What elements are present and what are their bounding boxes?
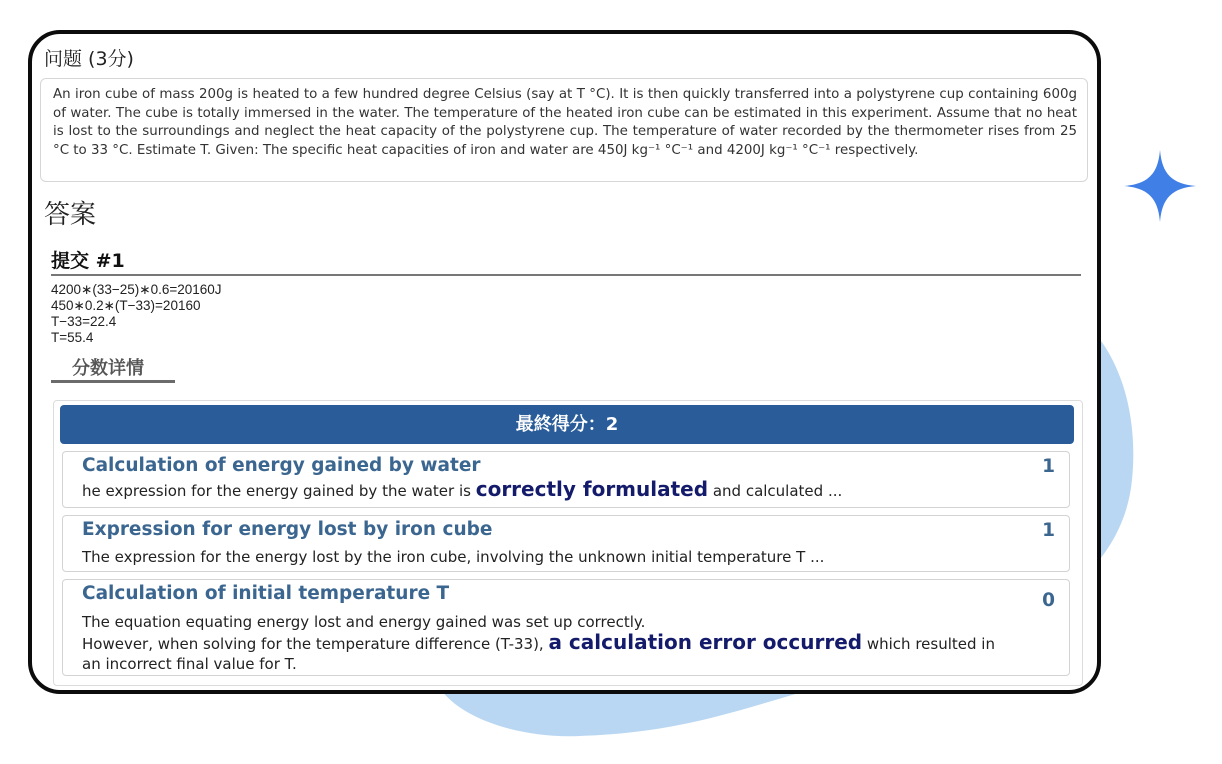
work-line: 450∗0.2∗(T−33)=20160 <box>51 298 201 313</box>
criterion-score: 0 <box>1042 590 1055 611</box>
criterion-body: The expression for the energy lost by the iron cube, involving the unknown initial temperature T ... <box>82 548 825 566</box>
criterion-body-text: an incorrect final value for T. <box>82 655 297 673</box>
submission-divider <box>51 274 1081 276</box>
work-line: T=55.4 <box>51 330 94 345</box>
criterion-highlight: a calculation error occurred <box>548 630 863 654</box>
criterion-body <box>82 479 842 501</box>
work-line: 4200∗(33−25)∗0.6=20160J <box>51 282 222 297</box>
answer-heading: 答案 <box>44 200 97 230</box>
criterion-body <box>82 612 995 674</box>
score-details-panel <box>53 400 1083 686</box>
tab-active-indicator <box>51 380 175 383</box>
submission-title: 提交 #1 <box>51 250 125 272</box>
criterion-title: Calculation of initial temperature T <box>82 583 450 604</box>
criterion-title: Calculation of energy gained by water <box>82 455 481 476</box>
criterion-body-text: However, when solving for the temperature difference (T-33), <box>82 635 549 653</box>
criterion-card <box>62 515 1070 572</box>
work-line: T−33=22.4 <box>51 314 117 329</box>
criterion-highlight: correctly formulated <box>475 477 709 501</box>
criterion-body-text: he expression for the energy gained by the water is <box>82 482 476 500</box>
criterion-body-text: which resulted in <box>862 635 995 653</box>
criterion-card <box>62 451 1070 508</box>
device-frame <box>28 30 1101 694</box>
criterion-body-text: and calculated ... <box>708 482 843 500</box>
submission-work <box>51 282 222 346</box>
criterion-card <box>62 579 1070 676</box>
final-score-banner: 最終得分：2 <box>60 405 1074 444</box>
sparkle-icon <box>1124 150 1196 222</box>
criterion-body-text: The equation equating energy lost and energy gained was set up correctly. <box>82 613 646 631</box>
criterion-score: 1 <box>1042 456 1055 477</box>
tab-score-details[interactable]: 分数详情 <box>72 358 144 379</box>
criterion-title: Expression for energy lost by iron cube <box>82 519 493 540</box>
question-title: 问题 (3分) <box>44 48 134 70</box>
criterion-score: 1 <box>1042 520 1055 541</box>
question-text: An iron cube of mass 200g is heated to a few hundred degree Celsius (say at T °C). It is then quickly transferred into a polystyrene cup containing 600g of water. The cube is totally immersed in the water. The temperature of the heated iron cube can be estimated in this experiment. Assume that no heat is lost to the surroundings and neglect the heat capacity of the polystyrene cup. The temperature of water recorded by the thermometer rises from 25 °C to 33 °C. Estimate T. Given: The specific heat capacities of iron and water are 450J kg⁻¹ °C⁻¹ and 4200J kg⁻¹ °C⁻¹ respectively. <box>40 78 1088 182</box>
